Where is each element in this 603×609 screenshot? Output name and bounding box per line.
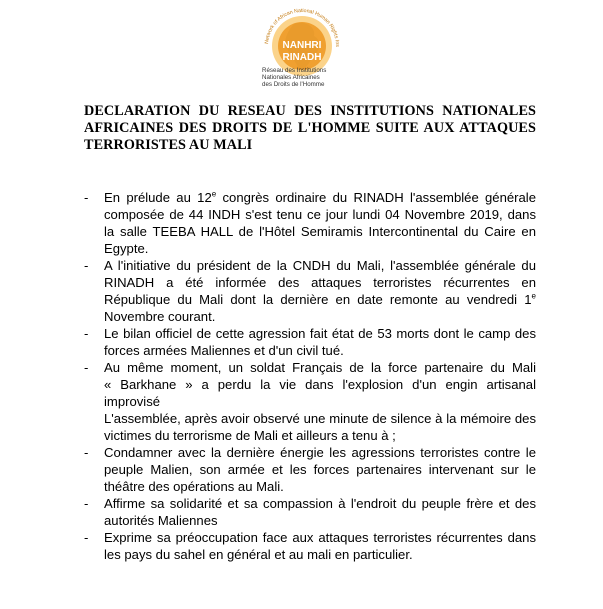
list-item-line: les pays du sahel en général et au mali en particulier. (104, 547, 413, 562)
bullet-dash: - (84, 530, 89, 545)
list-item-line: Egypte. (104, 241, 149, 256)
list-item-line: la salle TEEBA HALL de l'Hôtel Semiramis Intercontinental du Caire en (104, 224, 536, 239)
line-text: congrès ordinaire du RINADH l'assemblée générale (216, 190, 536, 205)
list-item-line: « Barkhane » a perdu la vie dans l'explosion d'un engin artisanal (104, 377, 536, 392)
list-item (84, 325, 536, 359)
list-item-line: Le bilan officiel de cette agression fait état de 53 morts dont le camp des (104, 326, 536, 341)
list-item (84, 359, 536, 410)
list-item (84, 444, 536, 495)
list-item (84, 495, 536, 529)
list-item-line: Condamner avec la dernière énergie les agressions terroristes contre le (104, 445, 536, 460)
list-item-line: Affirme sa solidarité et sa compassion à l'endroit du peuple frère et des (104, 496, 536, 511)
logo-name-nanhri: NANHRI (282, 40, 322, 51)
bullet-dash: - (84, 258, 89, 273)
list-item-line: RINADH a été informée des attaques terroristes récurrentes en (104, 275, 536, 290)
list-item-line: Au même moment, un soldat Français de la force partenaire du Mali (104, 360, 536, 375)
line-text: République du Mali dont la dernière en date remonte au vendredi 1 (104, 292, 532, 307)
list-item-line: Novembre courant. (104, 309, 216, 324)
declaration-title (84, 103, 536, 154)
list-item-line: composée de 44 INDH s'est tenu ce jour lundi 04 Novembre 2019, dans (104, 207, 536, 222)
list-item-line: peuple Malien, son armée et les forces partenaires intervenant sur le (104, 462, 536, 477)
list-item-line: Exprime sa préoccupation face aux attaques terroristes récurrentes dans (104, 530, 536, 545)
list-item (84, 529, 536, 563)
list-item-line (104, 189, 536, 206)
list-item (84, 410, 536, 444)
logo-subtitle-line: Réseau des Institutions (262, 67, 327, 74)
superscript: e (531, 291, 536, 301)
list-item-line: L'assemblée, après avoir observé une minute de silence à la mémoire des (104, 411, 536, 426)
line-text: En prélude au 12 (104, 190, 212, 205)
list-item-line: victimes du terrorisme de Mali et ailleurs a tenu à ; (104, 428, 396, 443)
logo-subtitle-line: Nationales Africaines (262, 74, 320, 81)
superscript: e (211, 189, 217, 199)
bullet-dash: - (84, 445, 89, 460)
list-item-line (104, 291, 536, 308)
declaration-list (84, 189, 536, 563)
list-item-line: forces armées Maliennes et d'un civil tué. (104, 343, 344, 358)
logo-subtitle (262, 67, 346, 88)
list-item (84, 189, 536, 257)
title-line: DECLARATION DU RESEAU DES INSTITUTIONS NATIONALES (84, 103, 536, 119)
title-line: AFRICAINES DES DROITS DE L'HOMME SUITE AUX ATTAQUES (84, 120, 536, 136)
bullet-dash: - (84, 190, 89, 205)
logo-name-rinadh: RINADH (282, 52, 322, 63)
list-item (84, 257, 536, 325)
list-item-line: improvisé (104, 394, 161, 409)
bullet-dash: - (84, 360, 89, 375)
list-item-line: autorités Maliennes (104, 513, 218, 528)
title-line: TERRORISTES AU MALI (84, 137, 253, 153)
list-item-line: théâtre des opérations au Mali. (104, 479, 284, 494)
logo-arc-text: Network of African National Human Rights Ins (264, 8, 341, 47)
list-item-line: A l'initiative du président de la CNDH du Mali, l'assemblée générale du (104, 258, 536, 273)
bullet-dash: - (84, 496, 89, 511)
logo-subtitle-line: des Droits de l'Homme (262, 81, 325, 88)
bullet-dash: - (84, 326, 89, 341)
